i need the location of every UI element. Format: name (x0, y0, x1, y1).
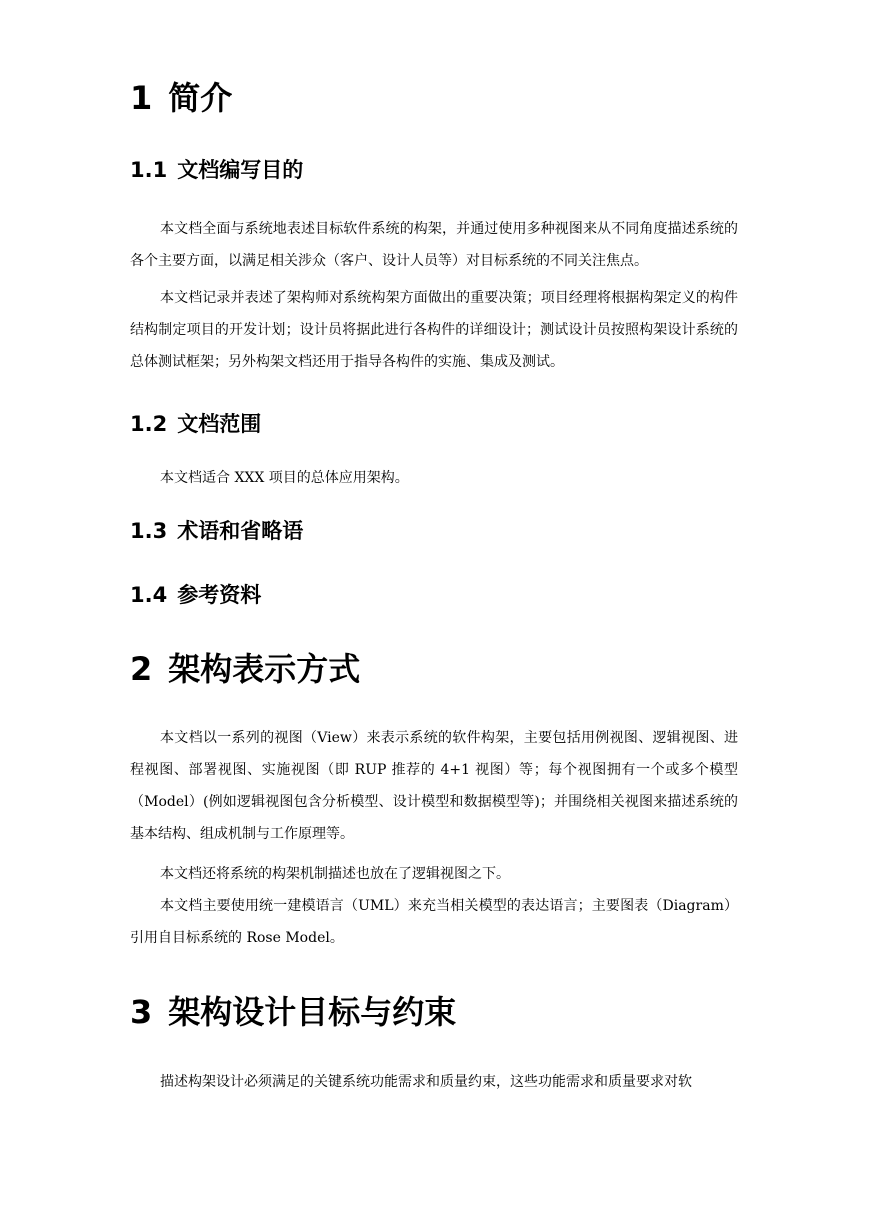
section-3-heading (130, 992, 456, 1032)
section-1-1-heading (130, 156, 303, 184)
section-number: 3 (130, 993, 153, 1031)
subsection-title: 参考资料 (177, 583, 262, 607)
section-1-heading (130, 78, 232, 118)
paragraph: 本文档主要使用统一建模语言（UML）来充当相关模型的表达语言；主要图表（Diagram）引用自目标系统的 Rose Model。 (130, 898, 738, 946)
paragraph: 描述构架设计必须满足的关键系统功能需求和质量约束，这些功能需求和质量要求对软 (160, 1074, 692, 1090)
paragraph: 本文档适合 XXX 项目的总体应用架构。 (160, 470, 409, 486)
section-number: 2 (130, 650, 153, 688)
section-title: 架构表示方式 (168, 650, 361, 688)
subsection-number: 1.3 (130, 519, 168, 543)
section-1-4-heading (130, 581, 261, 609)
subsection-title: 术语和省略语 (177, 519, 304, 543)
paragraph: 本文档记录并表述了架构师对系统构架方面做出的重要决策；项目经理将根据构架定义的构件结构制定项目的开发计划；设计员将据此进行各构件的详细设计；测试设计员按照构架设计系统的总体测试框架；另外构架文档还用于指导各构件的实施、集成及测试。 (130, 290, 738, 370)
section-title: 简介 (168, 79, 233, 117)
section-2-heading (130, 649, 360, 689)
paragraph: 本文档全面与系统地表述目标软件系统的构架，并通过使用多种视图来从不同角度描述系统的各个主要方面，以满足相关涉众（客户、设计人员等）对目标系统的不同关注焦点。 (130, 221, 738, 269)
section-1-2-heading (130, 410, 261, 438)
section-1-3-heading (130, 517, 303, 545)
subsection-number: 1.4 (130, 583, 168, 607)
section-number: 1 (130, 79, 153, 117)
subsection-title: 文档编写目的 (177, 158, 304, 182)
paragraph: 本文档以一系列的视图（View）来表示系统的软件构架，主要包括用例视图、逻辑视图、进程视图、部署视图、实施视图（即 RUP 推荐的 4+1 视图）等；每个视图拥有一个或多个模型（Model）(例如逻辑视图包含分析模型、设计模型和数据模型等)；并围绕相关视图来描述系统的基本结构、组成机制与工作原理等。 (130, 730, 738, 842)
paragraph: 本文档还将系统的构架机制描述也放在了逻辑视图之下。 (160, 866, 510, 882)
subsection-title: 文档范围 (177, 412, 262, 436)
subsection-number: 1.1 (130, 158, 168, 182)
section-title: 架构设计目标与约束 (168, 993, 457, 1031)
subsection-number: 1.2 (130, 412, 168, 436)
